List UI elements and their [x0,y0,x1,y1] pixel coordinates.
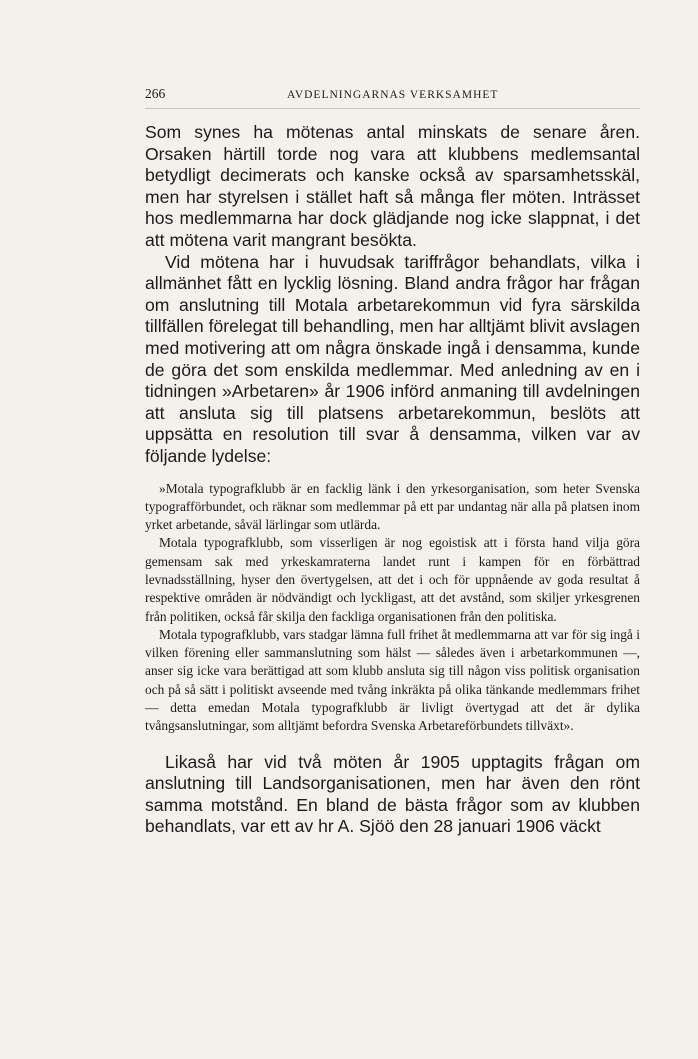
page-header [145,86,640,109]
page-number: 266 [145,86,166,101]
quote-paragraph-2: Motala typografklubb, som visserligen är nog egoistisk att i första hand vilja göra gemensam sak med yrkeskamraterna landet runt i kampen för en förbättrad levnadsställning, hyser den övertygelsen, att det i och för uppnående av goda resultat å respektive områden är nödvändigt och lyckligast, att det avstånd, som skiljer yrkesgrenen från politiken, också får skilja den fackliga organisationen från den politiska. [145,535,640,624]
resolution-quote [145,480,640,736]
paragraph-2: Vid mötena har i huvudsak tariffrågor behandlats, vilka i allmänhet fått en lycklig lösning. Bland andra frågor har frågan om anslutning till Motala arbetarekommun vid fyra särskilda tillfällen förelegat till behandling, men har alltjämt blivit avslagen med motivering att om några önskade ingå i densamma, kunde de göra det som enskilda medlemmar. Med anledning av en i tidningen »Arbetaren» år 1906 införd anmaning till avdelningen att ansluta sig till platsens arbetarekommun, beslöts att uppsätta en resolution till svar å densamma, vilken var av följande lydelse: [145,251,640,466]
paragraph-1: Som synes ha mötenas antal minskats de senare åren. Orsaken härtill torde nog vara att klubbens medlemsantal betydligt decimerats och kanske också av sparsamhetsskäl, men har styrelsen i stället haft så många fler möten. Inträsset hos medlemmarna har dock glädjande nog icke slappnat, i det att mötena varit mangrant besökta. [145,122,640,250]
page-content [145,122,640,838]
quote-paragraph-1: »Motala typografklubb är en facklig länk i den yrkesorganisation, som heter Svenska typografförbundet, och räknar som medlemmar på ett par undantag när alla på platsen inom yrket arbetande, såväl lärlingar som utlärda. [145,480,640,533]
closing-paragraph: Likaså har vid två möten år 1905 upptagits frågan om anslutning till Landsorganisationen, men har även den rönt samma motstånd. En bland de bästa frågor som av klubben behandlats, var ett av hr A. Sjöö den 28 januari 1906 väckt [145,751,640,837]
quote-paragraph-3: Motala typografklubb, vars stadgar lämna full frihet åt medlemmarna att var för sig ingå i vilken förening eller sammanslutning som hälst — således även i arbetarkommunen —, anser sig icke vara berättigad att som klubb ansluta sig till någon viss politisk organisation och på så sätt i politiskt avseende med tvång inkräkta på olika tänkande medlemmars frihet — detta emedan Motala typografklubb är livligt övertygad att det är dylika tvångsanslutningar, som alltjämt befordra Svenska Arbetareförbundets tillväxt». [145,626,640,734]
running-title: AVDELNINGARNAS VERKSAMHET [287,89,499,101]
